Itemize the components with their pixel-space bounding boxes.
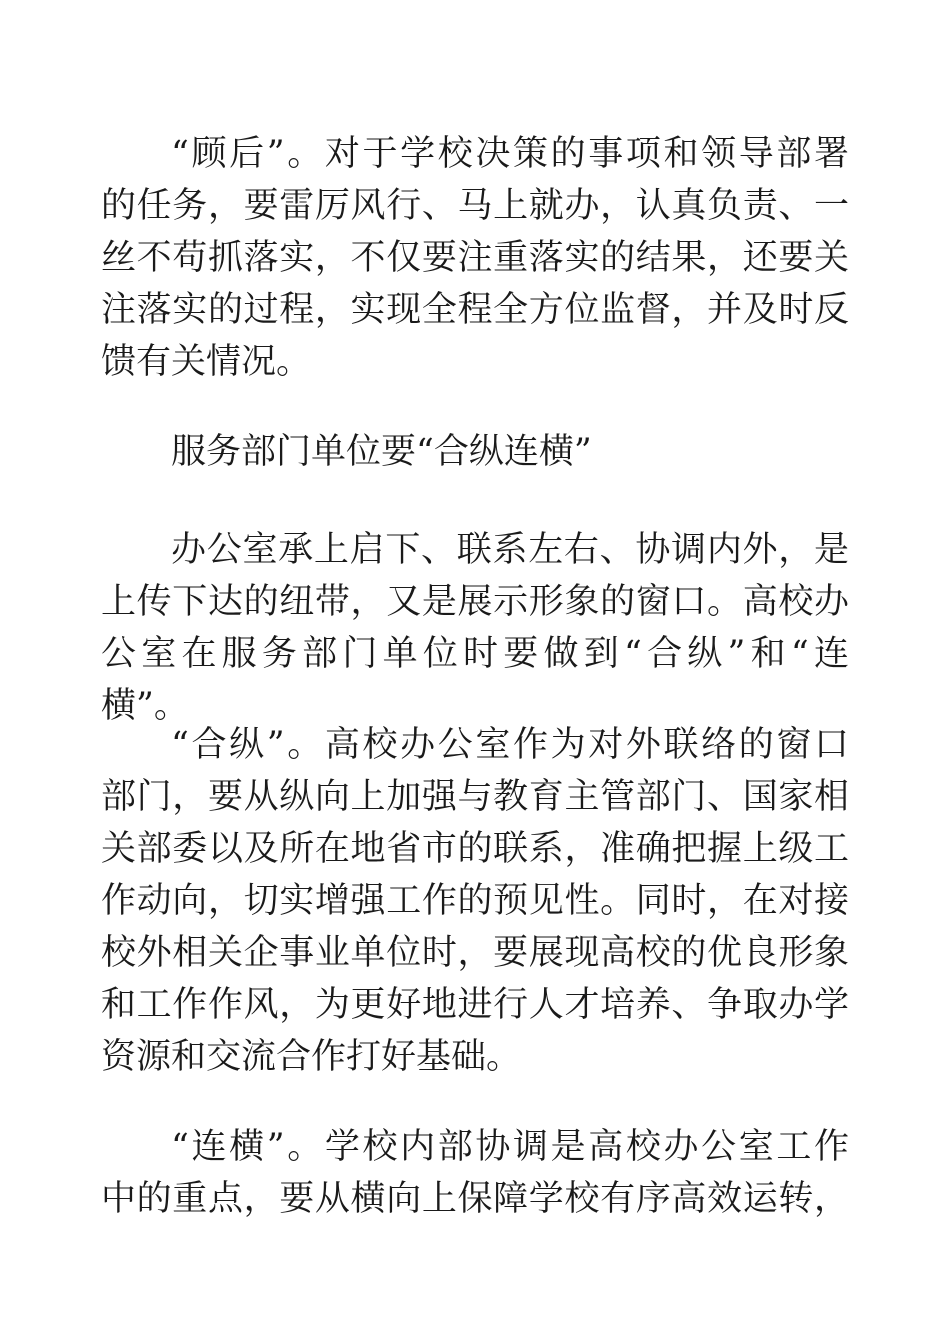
text-line: 公室在服务部门单位时要做到“合纵”和“连 [101, 634, 849, 674]
paragraph-intro [101, 524, 849, 732]
text-line: “顾后”。对于学校决策的事项和领导部署 [171, 134, 849, 174]
text-line: 部门，要从纵向上加强与教育主管部门、国家相 [101, 777, 849, 817]
text-line: 注落实的过程，实现全程全方位监督，并及时反 [101, 290, 849, 330]
text-line: 丝不苟抓落实，不仅要注重落实的结果，还要关 [101, 238, 849, 278]
text-line: “连横”。学校内部协调是高校办公室工作 [171, 1127, 849, 1167]
text-line: 办公室承上启下、联系左右、协调内外，是 [171, 530, 849, 570]
text-line: 馈有关情况。 [101, 342, 312, 382]
heading-text: 服务部门单位要“合纵连横” [171, 432, 592, 472]
section-heading [101, 426, 849, 478]
text-line: 资源和交流合作打好基础。 [101, 1037, 522, 1077]
text-line: 的任务，要雷厉风行、马上就办，认真负责、一 [101, 186, 849, 226]
text-line: “合纵”。高校办公室作为对外联络的窗口 [171, 725, 849, 765]
text-line: 上传下达的纽带，又是展示形象的窗口。高校办 [101, 582, 849, 622]
paragraph-hezong [101, 719, 849, 1083]
text-line: 横”。 [101, 686, 189, 726]
paragraph-guhou [101, 128, 849, 388]
text-line: 和工作作风，为更好地进行人才培养、争取办学 [101, 985, 849, 1025]
text-line: 中的重点，要从横向上保障学校有序高效运转， [101, 1179, 849, 1219]
text-line: 作动向，切实增强工作的预见性。同时，在对接 [101, 881, 849, 921]
text-line: 关部委以及所在地省市的联系，准确把握上级工 [101, 829, 849, 869]
paragraph-lianheng [101, 1121, 849, 1225]
text-line: 校外相关企事业单位时，要展现高校的优良形象 [101, 933, 849, 973]
